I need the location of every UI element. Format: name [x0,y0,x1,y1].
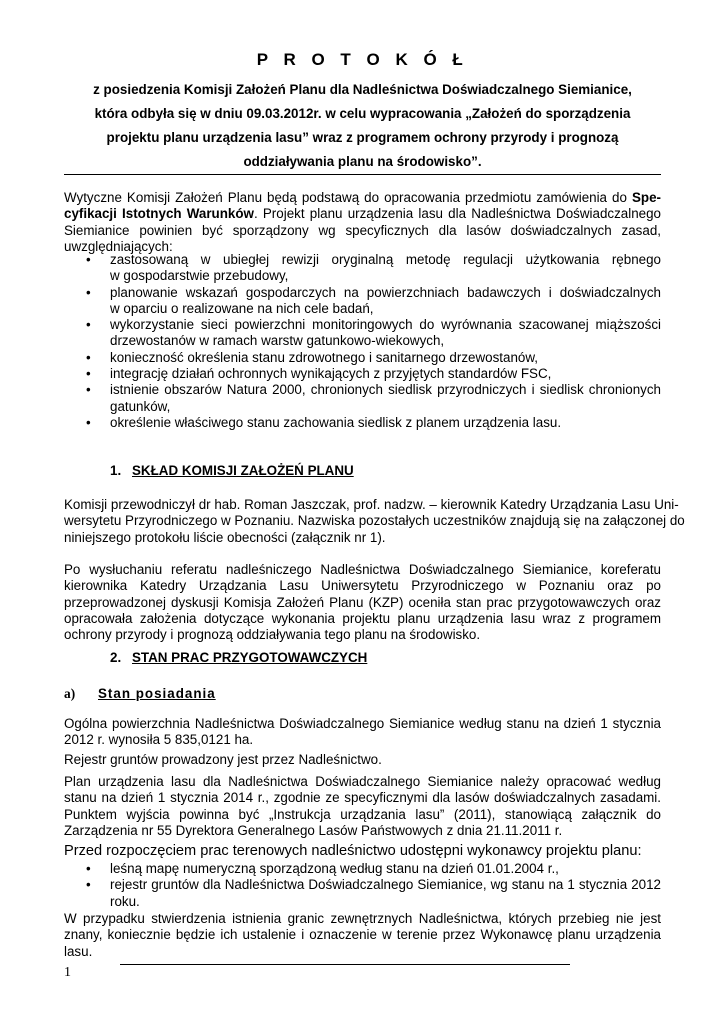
list-item-line: określenie właściwego stanu zachowania siedlisk z planem urządzenia lasu. [110,414,562,430]
list-item-line: w gospodarstwie przebudowy, [110,268,289,284]
bullet-icon: • [86,349,91,365]
section-2-paragraph-1 [64,716,661,749]
list-item [64,350,661,366]
section-title: STAN PRAC PRZYGOTOWAWCZYCH [132,650,368,665]
subsection-letter: a) [64,686,76,701]
paragraph-line: Ogólna powierzchnia Nadleśnictwa Doświadczalnego Siemianice według stanu na dzień 1 stycznia [64,716,661,731]
page-number: 1 [64,965,71,980]
footer-divider [120,964,570,965]
intro-line [64,190,661,206]
list-item-line: integrację działań ochronnych wynikających z przyjętych standardów FSC, [110,366,552,382]
bullet-icon: • [86,252,91,267]
paragraph-line: W przypadku stwierdzenia istnienia granic zewnętrznych Nadleśnictwa, których przebieg nie jest [64,911,661,926]
list-item-line: drzewostanów w ramach warstw gatunkowo-wiekowych, [110,333,445,349]
bullet-icon: • [86,366,91,382]
list-item [64,366,661,382]
bullet-icon: • [86,877,91,893]
list-item [64,285,661,318]
intro-line [64,206,661,222]
paragraph-line: Komisji przewodniczył dr hab. Roman Jaszczak, prof. nadzw. – kierownik Katedry Urządzania Lasu Uni- [64,497,679,512]
intro-text: Wytyczne Komisji Założeń Planu będą podstawą do opracowania przedmiotu zamówienia do [64,190,627,205]
paragraph-line: znany, koniecznie będzie ich ustalenie i oznaczenie w terenie przez Wykonawcę planu urządzenia [64,927,661,943]
list-item-line: planowanie wskazań gospodarczych na powierzchniach badawczych i doświadczalnych [110,284,661,300]
list-item-line: zastosowaną w ubiegłej rewizji oryginalną metodę regulacji użytkowania rębnego [110,252,661,267]
list-item [64,382,661,415]
paragraph-line: Przed rozpoczęciem prac terenowych nadleśnictwo udostępni wykonawcy projektu planu: [64,843,642,859]
list-item-line: konieczność określenia stanu zdrowotnego i sanitarnego drzewostanów, [110,349,539,365]
subtitle-line: projektu planu urządzenia lasu” wraz z programem ochrony przyrody i prognozą [106,130,619,145]
bullet-icon: • [86,414,91,430]
section-title: SKŁAD KOMISJI ZAŁOŻEŃ PLANU [132,463,354,478]
list-item-line: gatunków, [110,398,171,414]
document-subtitle [64,78,661,174]
intro-bold-text: Spe- [631,190,661,205]
intro-bold-text: cyfikacji Istotnych Warunków [64,206,254,222]
list-item-line: leśną mapę numeryczną sporządzoną według stanu na dzień 01.01.2004 r., [110,861,559,876]
intro-line: uwzględniających: [64,238,173,254]
paragraph-line: Po wysłuchaniu referatu nadleśniczego Nadleśnictwa Doświadczalnego Siemianice, koreferatu [64,562,661,577]
section-number: 2. [110,650,122,665]
list-item [64,252,661,285]
subtitle-line: z posiedzenia Komisji Założeń Planu dla Nadleśnictwa Doświadczalnego Siemianice, [93,82,632,97]
section-2-paragraph-2 [64,752,661,768]
subsection-title: Stan posiadania [98,686,216,701]
header-divider [64,174,661,175]
requirements-list [64,252,661,431]
paragraph-line: niniejszego protokołu liście obecności (załącznik nr 1). [64,529,386,545]
subtitle-line: oddziaływania planu na środowisko”. [243,154,482,169]
section-number: 1. [110,463,122,478]
list-item [64,317,661,350]
bullet-icon: • [86,284,91,300]
bullet-icon: • [86,317,91,333]
paragraph-line: stanu na dzień 1 stycznia 2014 r., zgodnie ze specyficznymi dla lasów doświadczalnych zasadami. [64,790,661,806]
section-1-paragraph-2 [64,562,661,643]
bullet-list [64,861,661,910]
section-2-heading [110,650,367,665]
paragraph-line: Plan urządzenia lasu dla Nadleśnictwa Doświadczalnego Siemianice należy opracować według [64,774,661,789]
list-item [64,877,661,910]
document-title: P R O T O K Ó Ł [256,50,469,69]
paragraph-line: ochrony przyrody i prognozą oddziaływania tego planu na środowisko. [64,627,481,643]
preparation-list [64,861,661,910]
bullet-list [64,252,661,431]
list-item-line: wykorzystanie sieci powierzchni monitoringowych do wyrównania szacowanej miąższości [110,317,661,333]
subsection-a-heading [64,686,216,702]
list-item [64,861,661,877]
section-2-paragraph-4 [64,843,661,859]
subtitle-line: która odbyła się w dniu 09.03.2012r. w celu wypracowania „Założeń do sporządzenia [94,106,631,121]
paragraph-line: kierownika Katedry Urządzania Lasu Uniwersytetu Przyrodniczego w Poznaniu oraz po [64,578,661,594]
section-1-paragraph-1 [64,497,685,546]
list-item-line: istnienie obszarów Natura 2000, chronionych siedlisk przyrodniczych i siedlisk chronionych [110,382,661,398]
paragraph-line: przeprowadzonej dyskusji Komisja Założeń Planu (KZP) oceniła stan prac przygotowawczych oraz [64,594,661,610]
paragraph-line: wersytetu Przyrodniczego w Poznaniu. Nazwiska pozostałych uczestników znajdują się na załączonej do [64,513,685,529]
paragraph-line: Punktem wyjścia powinna być „Instrukcja urządzania lasu” (2011), stanowiącą załącznik do [64,806,661,822]
intro-line: Siemianice powinien być sporządzony wg specyficznych dla lasów doświadczalnych zasad, [64,222,661,238]
list-item-line: roku. [110,893,140,909]
section-1-heading [110,463,354,478]
paragraph-line: opracowała założenia dotyczące wykonania projektu planu urządzenia lasu wraz z programem [64,610,661,626]
paragraph-line: lasu. [64,943,93,959]
intro-paragraph [64,190,661,255]
section-2-paragraph-5 [64,911,661,960]
paragraph-line: Rejestr gruntów prowadzony jest przez Nadleśnictwo. [64,752,382,767]
bullet-icon: • [86,382,91,398]
section-2-paragraph-3 [64,774,661,839]
list-item-line: w oparciu o realizowane na nich cele badań, [110,300,374,316]
list-item-line: rejestr gruntów dla Nadleśnictwa Doświadczalnego Siemianice, wg stanu na 1 stycznia 2012 [110,877,661,893]
paragraph-line: Zarządzenia nr 55 Dyrektora Generalnego Lasów Państwowych z dnia 21.11.2011 r. [64,822,563,838]
bullet-icon: • [86,861,91,876]
paragraph-line: 2012 r. wynosiła 5 835,0121 ha. [64,732,254,748]
intro-text: . Projekt planu urządzenia lasu dla Nadleśnictwa Doświadczalnego [253,206,661,222]
list-item [64,415,661,431]
